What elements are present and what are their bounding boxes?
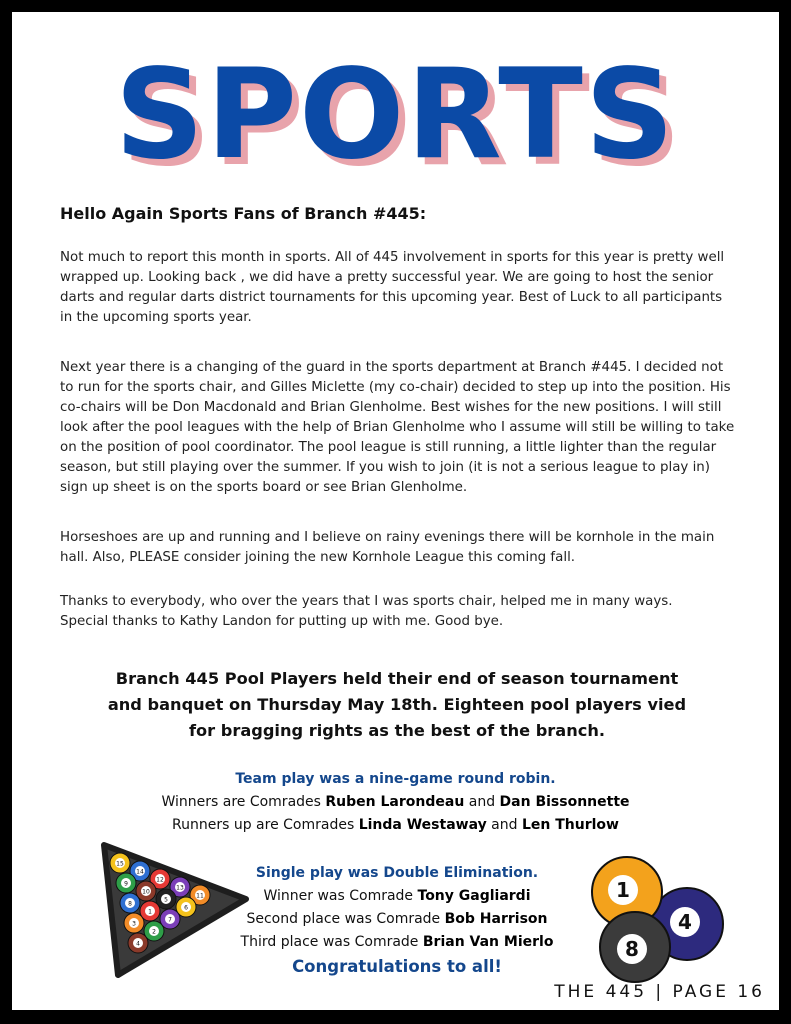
rack-ball-number: 3 (132, 920, 136, 928)
pool-balls-icon (577, 852, 727, 987)
paragraph-1 (60, 248, 736, 328)
tournament-announcement (102, 666, 692, 744)
announcement-line-2: and banquet on Thursday May 18th. Eighteen pool players vied (107, 695, 687, 714)
rack-ball-number: 6 (184, 904, 188, 912)
rack-ball-number: 10 (142, 888, 150, 896)
rack-ball-number: 13 (176, 884, 184, 892)
rack-ball-number: 4 (136, 940, 140, 948)
paragraph-4 (60, 592, 736, 632)
team-winners (12, 791, 779, 814)
rack-ball-number: 12 (156, 876, 164, 884)
rack-ball-number: 1 (148, 908, 152, 916)
page-title: SPORTS (114, 43, 677, 187)
team-winner-1: Ruben Larondeau (325, 794, 465, 810)
single-winner-name: Tony Gagliardi (417, 888, 531, 904)
ball-4-number: 4 (678, 910, 692, 934)
ball-1-number: 1 (616, 878, 630, 902)
team-results (12, 768, 779, 837)
rack-ball-number: 9 (124, 880, 128, 888)
winners-prefix: Winners are Comrades (161, 794, 326, 810)
rack-ball-number: 14 (136, 868, 144, 876)
second-prefix: Second place was Comrade (246, 911, 445, 927)
ball-8 (600, 912, 670, 982)
rack-ball-number: 7 (168, 916, 172, 924)
team-runner-1: Linda Westaway (358, 817, 487, 833)
rack-ball-number: 2 (152, 928, 156, 936)
paragraph-3-text: Horseshoes are up and running and I believe on rainy evenings there will be kornhole in the main hall. Also, PLEASE consider joining the new Kornhole League this coming fall. (60, 530, 715, 565)
rack-ball-number: 5 (164, 896, 168, 904)
runners-and: and (486, 817, 522, 833)
paragraph-2-text: Next year there is a changing of the guard in the sports department at Branch #445. I decided not to run for the sports chair, and Gilles Miclette (my co-chair) decided to step up into the position. His co-chairs will be Don Macdonald and Brian Glenholme. Best wishes for the new positions. I will still look after the pool leagues with the help of Brian Glenholme who I assume will still be willing to take on the position of pool coordinator. The pool league is still running, a little lighter than the regular season, but still playing over the summer. If you wish to join (it is not a serious league to play in) sign up sheet is on the sports board or see Brian Glenholme. (60, 360, 735, 495)
ball-8-number: 8 (625, 937, 639, 961)
rack-ball (124, 913, 144, 933)
rack-ball (110, 853, 130, 873)
paragraph-2 (60, 358, 736, 498)
team-runner-2: Len Thurlow (521, 817, 619, 833)
team-heading: Team play was a nine-game round robin. (235, 771, 556, 787)
third-prefix: Third place was Comrade (240, 934, 423, 950)
page-footer: THE 445 | PAGE 16 (554, 982, 765, 1002)
announcement-line-3: for bragging rights as the best of the branch. (188, 721, 605, 740)
team-runners-up (12, 814, 779, 837)
congratulations: Congratulations to all! (292, 957, 502, 976)
rack-ball-number: 15 (116, 860, 124, 868)
rack-ball-number: 8 (128, 900, 132, 908)
rack-ball (128, 933, 148, 953)
greeting-heading: Hello Again Sports Fans of Branch #445: (60, 204, 427, 223)
single-second-name: Bob Harrison (444, 911, 548, 927)
winner-prefix: Winner was Comrade (263, 888, 418, 904)
runners-prefix: Runners up are Comrades (172, 817, 359, 833)
paragraph-1-text: Not much to report this month in sports. All of 445 involvement in sports for this year is pretty well wrapped up. Looking back , we did have a pretty successful year. We are going to host the senior darts and regular darts district tournaments for this upcoming year. Best of Luck to all participants in the upcoming sports year. (60, 250, 725, 325)
rack-ball-number: 11 (196, 892, 204, 900)
announcement-line-1: Branch 445 Pool Players held their end of season tournament (115, 669, 679, 688)
team-winner-2: Dan Bissonnette (499, 794, 630, 810)
paragraph-4-line-2: Special thanks to Kathy Landon for putting up with me. Good bye. (60, 614, 504, 629)
paragraph-4-line-1: Thanks to everybody, who over the years that I was sports chair, helped me in many ways. (60, 594, 673, 609)
winners-and: and (464, 794, 500, 810)
page (12, 12, 779, 1010)
single-third-name: Brian Van Mierlo (422, 934, 554, 950)
rack-ball (120, 893, 140, 913)
billiard-rack-icon (96, 837, 256, 982)
rack-ball (116, 873, 136, 893)
single-heading: Single play was Double Elimination. (255, 865, 539, 881)
paragraph-3 (60, 528, 736, 568)
